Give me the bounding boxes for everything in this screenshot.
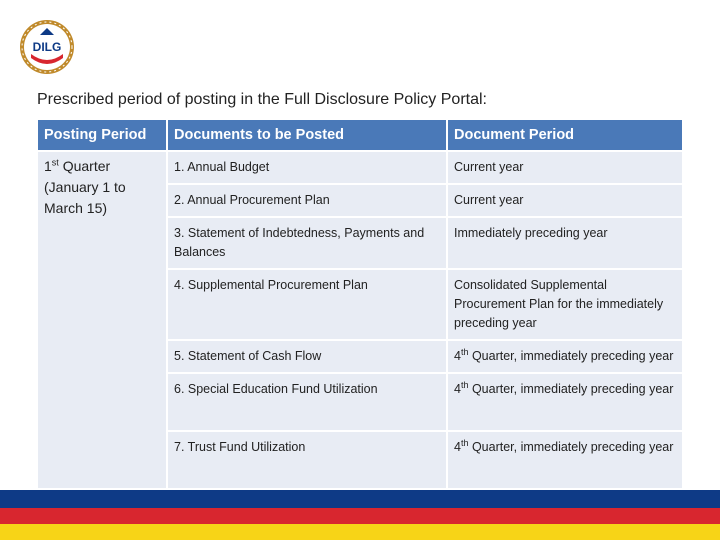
footer-flag-stripes [0,490,720,540]
posting-period-ordinal-suffix: st [51,157,59,168]
period-text: Immediately preceding year [454,226,608,240]
document-cell: 2. Annual Procurement Plan [168,185,446,216]
posting-period-cell [38,152,166,488]
document-period-cell [448,374,682,430]
header-document-period: Document Period [448,120,682,150]
period-text: Current year [454,160,524,174]
document-period-cell [448,185,682,216]
document-cell: 6. Special Education Fund Utilization [168,374,446,430]
document-period-cell [448,152,682,183]
document-period-cell [448,432,682,488]
logo-text: DILG [32,40,62,54]
period-prefix: 4 [454,349,461,363]
document-cell: 3. Statement of Indebtedness, Payments and Balances [168,218,446,268]
stripe-blue [0,490,720,508]
posting-schedule-table [36,118,684,490]
period-sup: th [460,346,469,357]
table-row [38,152,682,183]
posting-period-text: Quarter (January 1 to March 15) [44,158,126,216]
period-text: Quarter, immediately preceding year [468,382,674,396]
header-documents-to-be-posted: Documents to be Posted [168,120,446,150]
document-cell: 5. Statement of Cash Flow [168,341,446,372]
period-text: Consolidated Supplemental Procurement Plan for the immediately preceding year [454,278,664,330]
posting-period-ordinal: 1 [44,158,52,174]
document-cell: 1. Annual Budget [168,152,446,183]
period-text: Quarter, immediately preceding year [468,440,674,454]
period-text: Current year [454,193,524,207]
period-sup: th [460,379,469,390]
document-period-cell [448,270,682,339]
dilg-logo [18,18,76,76]
page-subtitle: Prescribed period of posting in the Full Disclosure Policy Portal: [37,91,487,108]
period-prefix: 4 [454,440,461,454]
period-prefix: 4 [454,382,461,396]
document-cell: 4. Supplemental Procurement Plan [168,270,446,339]
stripe-red [0,508,720,524]
table-header-row [38,120,682,150]
document-period-cell [448,218,682,268]
header-posting-period: Posting Period [38,120,166,150]
period-text: Quarter, immediately preceding year [468,349,674,363]
document-period-cell [448,341,682,372]
stripe-yellow [0,524,720,540]
period-sup: th [460,437,469,448]
document-cell: 7. Trust Fund Utilization [168,432,446,488]
